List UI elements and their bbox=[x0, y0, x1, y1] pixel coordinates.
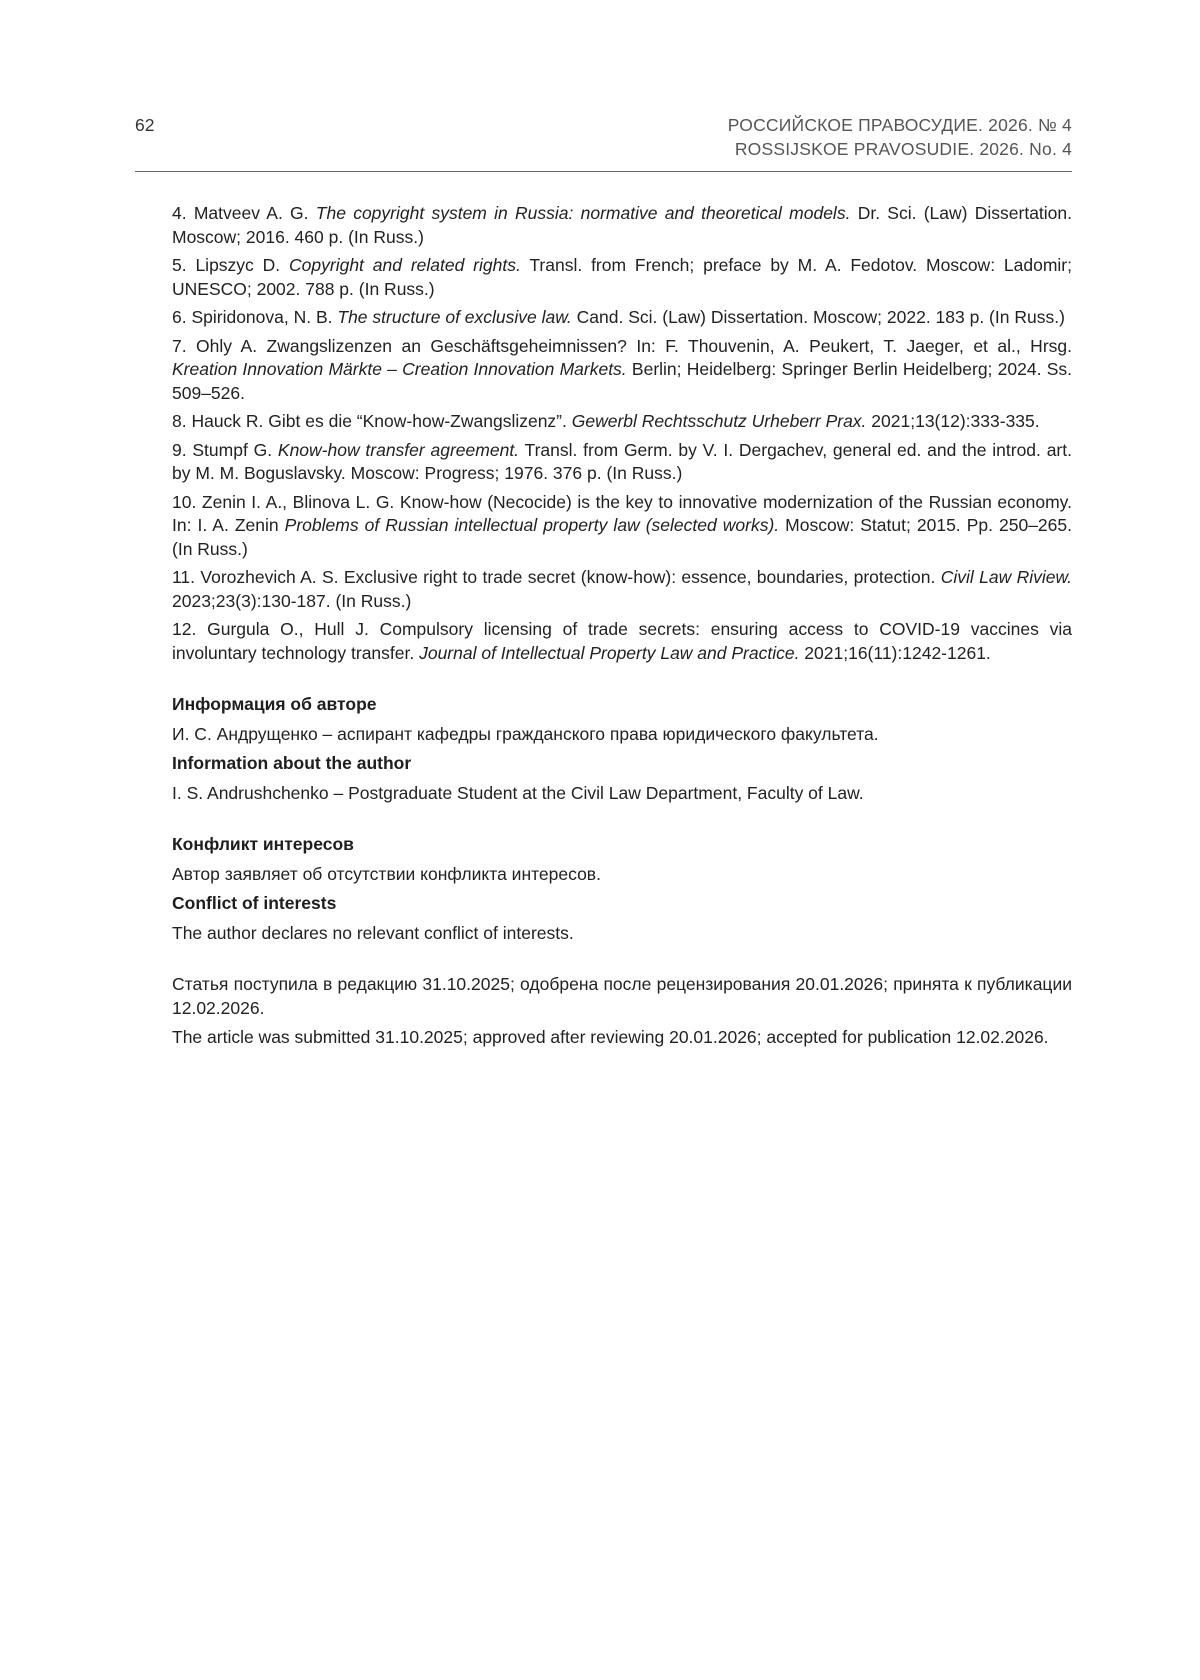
reference-details: 2023;23(3):130-187. (In Russ.) bbox=[172, 590, 412, 611]
journal-title-en: ROSSIJSKOE PRAVOSUDIE. 2026. No. 4 bbox=[734, 139, 1072, 159]
reference-item bbox=[172, 335, 1072, 406]
reference-item bbox=[172, 618, 1072, 665]
reference-text: 9. Stumpf G. bbox=[172, 439, 278, 460]
reference-item bbox=[172, 306, 1072, 330]
reference-title: Civil Law Riview. bbox=[940, 567, 1072, 587]
conflict-text-en: The author declares no relevant conflict of interests. bbox=[172, 922, 574, 943]
reference-details: Transl. from Germ. by V. I. Dergachev, general ed. and the introd. art. by M. M. Boguslavsky. Moscow: Progress; 1976. 376 p. (In Russ.) bbox=[172, 439, 1072, 483]
reference-details: 2021;13(12):333-335. bbox=[866, 411, 1040, 431]
reference-title: Copyright and related rights. bbox=[289, 255, 521, 275]
reference-title: Know-how transfer agreement. bbox=[277, 439, 520, 460]
conflict-section bbox=[172, 833, 1072, 945]
reference-text: 10. Zenin I. A., Blinova L. G. Know-how (Necocide) is the key to innovative modernization of the Russian economy. In: I. A. Zenin bbox=[172, 491, 1072, 535]
conflict-heading-ru: Конфликт интересов bbox=[172, 834, 354, 854]
reference-details: Transl. from French; preface by M. A. Fedotov. Moscow: Ladomir; UNESCO; 2002. 788 p. (In Russ.) bbox=[172, 255, 1072, 299]
reference-details: Berlin; Heidelberg: Springer Berlin Heidelberg; 2024. Ss. 509–526. bbox=[172, 359, 1072, 403]
reference-item bbox=[172, 410, 1072, 434]
reference-item bbox=[172, 254, 1072, 301]
reference-title: The structure of exclusive law. bbox=[337, 307, 572, 327]
reference-details: Dr. Sci. (Law) Dissertation. Moscow; 2016. 460 p. (In Russ.) bbox=[172, 203, 1072, 247]
reference-item bbox=[172, 491, 1072, 562]
reference-details: Moscow: Statut; 2015. Pp. 250–265. (In Russ.) bbox=[172, 515, 1072, 559]
author-info-text-ru: И. С. Андрущенко – аспирант кафедры гражданского права юридического факультета. bbox=[172, 723, 879, 744]
reference-text: 5. Lipszyc D. bbox=[172, 255, 290, 275]
dates-section bbox=[172, 973, 1072, 1050]
reference-item bbox=[172, 566, 1072, 613]
running-head bbox=[728, 113, 1072, 161]
reference-text: 7. Ohly A. Zwangslizenzen an Geschäftsgeheimnissen? In: F. Thouvenin, A. Peukert, T. Jaeger, et al., Hrsg. bbox=[172, 335, 1072, 356]
reference-text: 8. Hauck R. Gibt es die “Know-how-Zwangslizenz”. bbox=[172, 411, 572, 431]
reference-title: Problems of Russian intellectual property law (selected works). bbox=[284, 515, 780, 535]
dates-text-en: The article was submitted 31.10.2025; approved after reviewing 20.01.2026; accepted for publication 12.02.2026. bbox=[172, 1027, 1049, 1047]
reference-text: 6. Spiridonova, N. B. bbox=[172, 307, 338, 327]
reference-text: 11. Vorozhevich A. S. Exclusive right to trade secret (know-how): essence, boundaries, protection. bbox=[172, 567, 941, 587]
reference-text: 4. Matveev A. G. bbox=[172, 203, 316, 223]
dates-text-ru: Статья поступила в редакцию 31.10.2025; одобрена после рецензирования 20.01.2026; принята к публикации 12.02.2026. bbox=[172, 974, 1072, 1018]
author-info-heading-en: Information about the author bbox=[172, 753, 412, 773]
page-number: 62 bbox=[135, 115, 155, 135]
reference-title: Journal of Intellectual Property Law and Practice. bbox=[419, 642, 800, 663]
page-content bbox=[172, 202, 1072, 1056]
header-rule bbox=[135, 171, 1072, 172]
reference-title: Gewerbl Rechtsschutz Urheberr Prax. bbox=[571, 411, 867, 431]
author-info-text-en: I. S. Andrushchenko – Postgraduate Student at the Civil Law Department, Faculty of Law. bbox=[172, 782, 864, 803]
reference-details: Cand. Sci. (Law) Dissertation. Moscow; 2022. 183 p. (In Russ.) bbox=[571, 307, 1065, 327]
conflict-heading-en: Conflict of interests bbox=[172, 893, 337, 913]
reference-details: 2021;16(11):1242-1261. bbox=[799, 642, 991, 663]
author-info-heading-ru: Информация об авторе bbox=[172, 694, 377, 714]
reference-text: 12. Gurgula O., Hull J. Compulsory licensing of trade secrets: ensuring access to COVID-19 vaccines via involuntary technology transfer. bbox=[172, 619, 1072, 663]
conflict-text-ru: Автор заявляет об отсутствии конфликта интересов. bbox=[172, 863, 601, 884]
journal-title-ru: РОССИЙСКОЕ ПРАВОСУДИЕ. 2026. № 4 bbox=[727, 115, 1072, 135]
reference-title: Kreation Innovation Märkte – Creation Innovation Markets. bbox=[172, 359, 627, 379]
reference-title: The copyright system in Russia: normative and theoretical models. bbox=[315, 203, 851, 223]
reference-item bbox=[172, 202, 1072, 249]
reference-list bbox=[172, 202, 1072, 665]
reference-item bbox=[172, 439, 1072, 486]
author-info-section bbox=[172, 693, 1072, 805]
